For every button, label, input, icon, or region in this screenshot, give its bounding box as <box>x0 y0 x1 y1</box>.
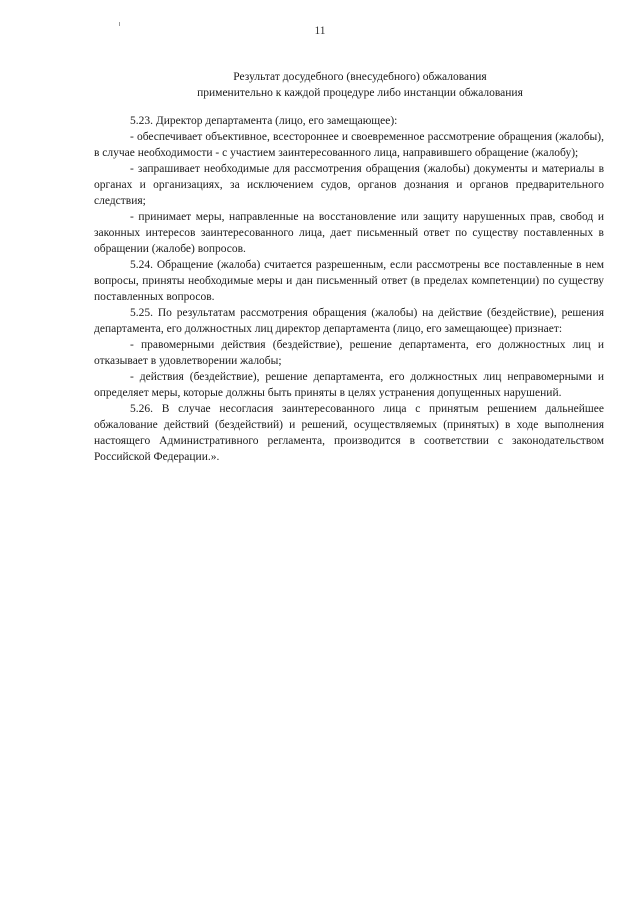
document-body <box>94 113 604 465</box>
heading-line-2: применительно к каждой процедуре либо инстанции обжалования <box>197 86 523 99</box>
clause-5-23: 5.23. Директор департамента (лицо, его замещающее): <box>130 115 398 127</box>
clause-5-26: 5.26. В случае несогласия заинтересованного лица с принятым решением дальнейшее обжалование действий (бездействий) и решений, осуществляемых (принятых) в ходе выполнения настоящего Административного регламента, производится в соответствии с законодательством Российской Федерации.». <box>94 403 604 463</box>
clause-5-25-item-1: - правомерными действия (бездействие), решение департамента, его должностных лиц и отказывает в удовлетворении жалобы; <box>94 339 604 367</box>
clause-5-24: 5.24. Обращение (жалоба) считается разрешенным, если рассмотрены все поставленные в нем вопросы, приняты необходимые меры и дан письменный ответ (в пределах компетенции) по существу поставленных вопросов. <box>94 259 604 303</box>
clause-5-23-item-3: - принимает меры, направленные на восстановление или защиту нарушенных прав, свобод и законных интересов заинтересованного лица, дает письменный ответ по существу поставленных в обращении (жалобе) вопросов. <box>94 211 604 255</box>
clause-5-23-item-1: - обеспечивает объективное, всестороннее и своевременное рассмотрение обращения (жалобы), в случае необходимости - с участием заинтересованного лица, направившего обращение (жалобу); <box>94 131 604 159</box>
heading-line-1: Результат досудебного (внесудебного) обжалования <box>233 71 487 83</box>
clause-5-25: 5.25. По результатам рассмотрения обращения (жалобы) на действие (бездействие), решения департамента, его должностных лиц директор департамента (лицо, его замещающее) признает: <box>94 307 604 335</box>
clause-5-23-item-2: - запрашивает необходимые для рассмотрения обращения (жалобы) документы и материалы в органах и организациях, за исключением судов, органов дознания и органов предварительного следствия; <box>94 163 604 207</box>
section-heading <box>100 70 620 101</box>
page-number: 11 <box>314 25 326 37</box>
clause-5-25-item-2: - действия (бездействие), решение департамента, его должностных лиц неправомерными и определяет меры, которые должны быть приняты в целях устранения допущенных нарушений. <box>94 371 604 399</box>
